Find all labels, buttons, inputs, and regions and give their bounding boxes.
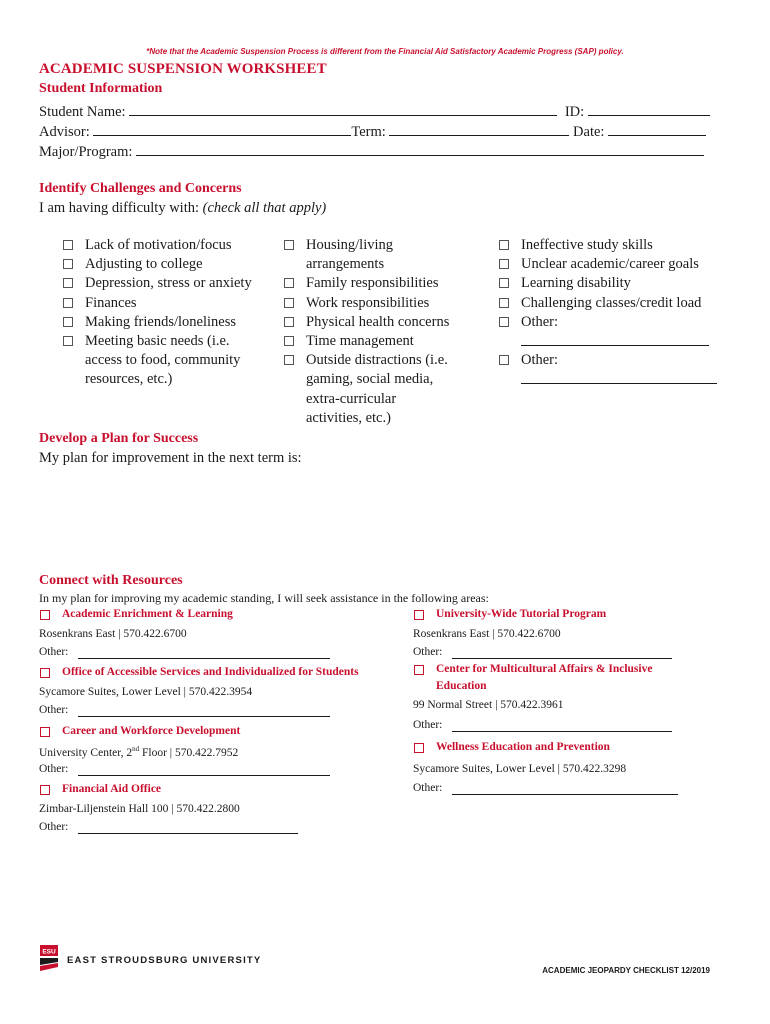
col2-item-label: extra-curricular <box>306 390 397 407</box>
resource-name: Financial Aid Office <box>62 783 162 795</box>
other-field-2[interactable] <box>521 383 717 384</box>
resource-checkbox[interactable] <box>40 668 50 678</box>
advisor-row <box>39 123 706 141</box>
student-name-row <box>39 103 710 121</box>
resource-info: Sycamore Suites, Lower Level | 570.422.3298 <box>413 763 627 775</box>
col1-checkbox-4[interactable] <box>63 317 73 327</box>
check-all-hint: (check all that apply) <box>202 200 327 216</box>
resource-name: Academic Enrichment & Learning <box>62 608 233 620</box>
major-field[interactable] <box>136 143 704 156</box>
major-row <box>39 143 704 161</box>
col3-item-label: Other: <box>521 313 559 330</box>
resource-name: Center for Multicultural Affairs & Inclusive <box>436 663 653 675</box>
col2-item-label: Work responsibilities <box>306 294 430 311</box>
sap-policy-note: *Note that the Academic Suspension Process is different from the Financial Aid Satisfactory Academic Progress (SAP) policy. <box>146 47 624 56</box>
page-title: ACADEMIC SUSPENSION WORKSHEET <box>39 61 327 77</box>
col1-checkbox-1[interactable] <box>63 259 73 269</box>
col3-item-label: Unclear academic/career goals <box>521 256 699 273</box>
resources-intro: In my plan for improving my academic standing, I will seek assistance in the following areas: <box>39 591 489 605</box>
student-name-field[interactable] <box>129 103 557 116</box>
col2-item-label: activities, etc.) <box>306 409 391 426</box>
resource-checkbox[interactable] <box>414 610 424 620</box>
col3-checkbox-other2[interactable] <box>499 355 509 365</box>
resource-name: University-Wide Tutorial Program <box>436 608 607 620</box>
other-label: Other: <box>413 782 443 794</box>
university-name: EAST STROUDSBURG UNIVERSITY <box>67 955 262 966</box>
col1-item-label: Meeting basic needs (i.e. <box>85 333 230 349</box>
other-label: Other: <box>39 821 69 833</box>
resource-info: 99 Normal Street | 570.422.3961 <box>413 699 564 711</box>
resource-name: Wellness Education and Prevention <box>436 741 610 753</box>
term-field[interactable] <box>389 123 569 136</box>
date-field[interactable] <box>608 123 706 136</box>
col3-checkbox-2[interactable] <box>499 278 509 288</box>
esu-logo <box>40 945 58 971</box>
col2-item-label: Outside distractions (i.e. <box>306 352 448 369</box>
plan-prompt: My plan for improvement in the next term is: <box>39 450 302 466</box>
col2-item-label: Time management <box>306 333 414 349</box>
col1-item-label: Lack of motivation/focus <box>85 237 232 253</box>
other-field[interactable] <box>452 794 678 795</box>
col1-checkbox-3[interactable] <box>63 298 73 308</box>
resource-name: Career and Workforce Development <box>62 725 241 737</box>
other-field[interactable] <box>452 731 672 732</box>
col1-item-label: Depression, stress or anxiety <box>85 275 252 292</box>
col2-item-label: Physical health concerns <box>306 313 450 330</box>
resource-checkbox[interactable] <box>40 785 50 795</box>
col2-checkbox-5[interactable] <box>284 355 294 365</box>
challenges-intro <box>39 200 326 217</box>
advisor-label: Advisor: <box>39 124 90 140</box>
col3-checkbox-1[interactable] <box>499 259 509 269</box>
resource-info: Zimbar-Liljenstein Hall 100 | 570.422.2800 <box>39 803 240 815</box>
resource-checkbox[interactable] <box>40 610 50 620</box>
challenges-heading: Identify Challenges and Concerns <box>39 181 242 196</box>
col2-item-label: Family responsibilities <box>306 275 439 292</box>
resource-info: University Center, 2nd Floor | 570.422.7952 <box>39 745 239 759</box>
col3-checkbox-0[interactable] <box>499 240 509 250</box>
resource-checkbox[interactable] <box>40 727 50 737</box>
resource-checkbox[interactable] <box>414 743 424 753</box>
date-label: Date: <box>573 124 605 140</box>
logo-text: ESU <box>42 948 56 956</box>
other-label: Other: <box>39 646 69 658</box>
col2-checkbox-1[interactable] <box>284 278 294 288</box>
col3-item-label: Ineffective study skills <box>521 237 653 253</box>
challenges-intro-text: I am having difficulty with: <box>39 200 200 216</box>
resource-name: Office of Accessible Services and Individualized for Students <box>62 666 359 678</box>
major-label: Major/Program: <box>39 144 133 160</box>
id-label: ID: <box>564 104 585 120</box>
resource-info: Sycamore Suites, Lower Level | 570.422.3954 <box>39 686 253 698</box>
checklist-footer: ACADEMIC JEOPARDY CHECKLIST 12/2019 <box>542 966 710 975</box>
col2-checkbox-0[interactable] <box>284 240 294 250</box>
col2-item-label: gaming, social media, <box>306 371 434 388</box>
other-label: Other: <box>39 704 69 716</box>
col3-item-label: Other: <box>521 352 559 369</box>
col1-item-label: Finances <box>85 294 137 311</box>
resources-heading: Connect with Resources <box>39 573 183 588</box>
other-field[interactable] <box>78 658 330 659</box>
col1-item-label: resources, etc.) <box>85 371 173 388</box>
plan-response-area[interactable] <box>39 470 729 566</box>
col1-item-label: Making friends/loneliness <box>85 313 237 330</box>
other-label: Other: <box>39 763 69 775</box>
col1-item-label: access to food, community <box>85 352 241 369</box>
resource-checkbox[interactable] <box>414 665 424 675</box>
resource-name: Education <box>436 680 487 692</box>
col1-checkbox-5[interactable] <box>63 336 73 346</box>
other-field-1[interactable] <box>521 345 709 346</box>
other-field[interactable] <box>78 716 330 717</box>
other-field[interactable] <box>78 775 330 776</box>
col2-checkbox-4[interactable] <box>284 336 294 346</box>
other-label: Other: <box>413 719 443 731</box>
resource-info: Rosenkrans East | 570.422.6700 <box>413 628 561 640</box>
col2-checkbox-3[interactable] <box>284 317 294 327</box>
student-info-heading: Student Information <box>39 81 163 96</box>
other-field[interactable] <box>452 658 672 659</box>
other-field[interactable] <box>78 833 298 834</box>
col2-item-label: Housing/living <box>306 237 394 253</box>
id-field[interactable] <box>588 103 710 116</box>
col3-checkbox-3[interactable] <box>499 298 509 308</box>
other-label: Other: <box>413 646 443 658</box>
resource-info: Rosenkrans East | 570.422.6700 <box>39 628 187 640</box>
advisor-field[interactable] <box>93 123 351 136</box>
col3-item-label: Learning disability <box>521 275 631 292</box>
term-label: Term: <box>351 124 386 140</box>
student-name-label: Student Name: <box>39 104 126 120</box>
col1-checkbox-2[interactable] <box>63 278 73 288</box>
col2-item-label: arrangements <box>306 256 385 273</box>
col2-checkbox-2[interactable] <box>284 298 294 308</box>
col1-item-label: Adjusting to college <box>85 256 203 273</box>
col1-checkbox-0[interactable] <box>63 240 73 250</box>
plan-heading: Develop a Plan for Success <box>39 431 199 446</box>
col3-checkbox-4[interactable] <box>499 317 509 327</box>
col3-item-label: Challenging classes/credit load <box>521 294 702 311</box>
